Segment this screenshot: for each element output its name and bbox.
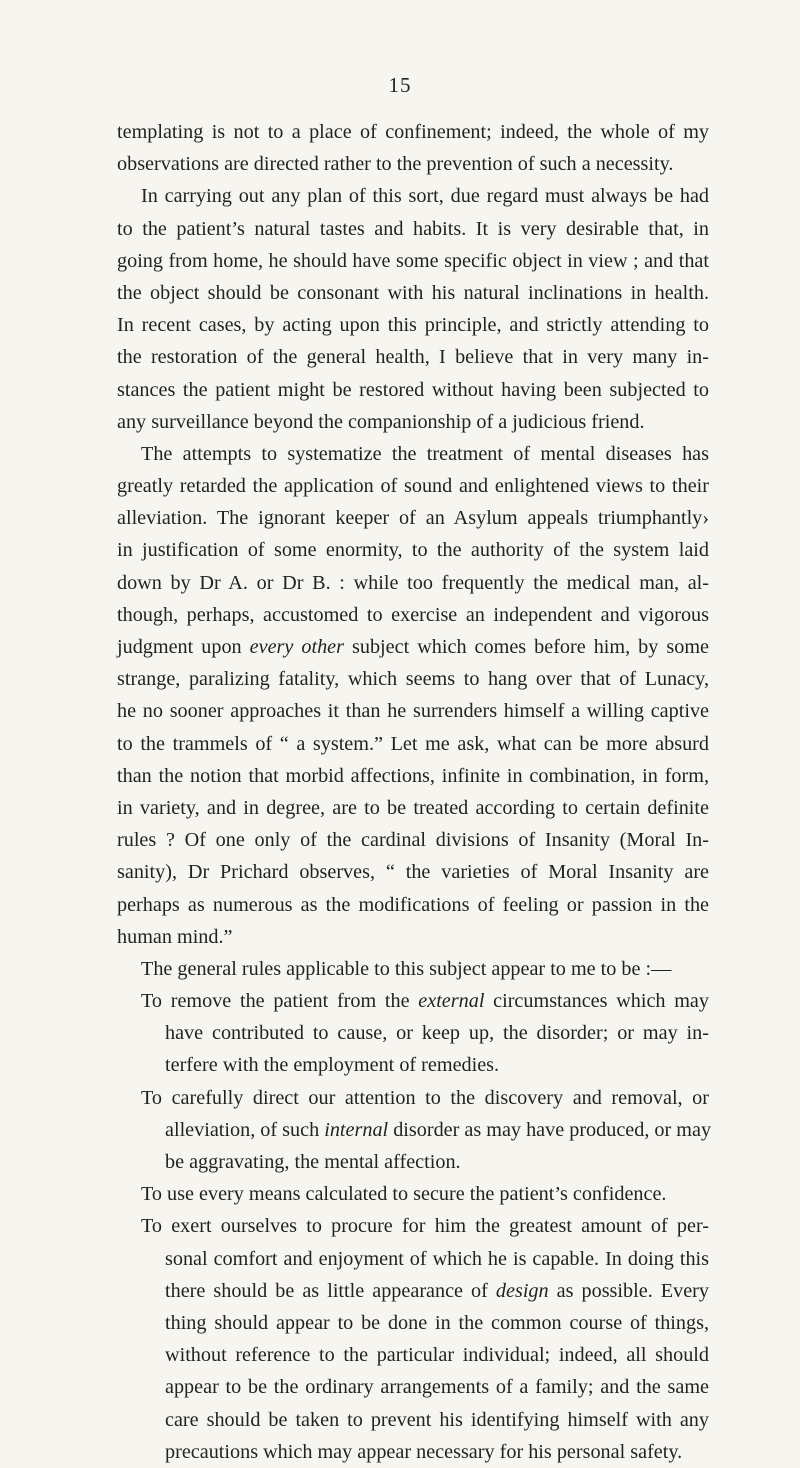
italic-text: external [418,990,485,1013]
italic-text: internal [324,1118,389,1141]
text-line: In recent cases, by acting upon this principle, and strictly attending to [117,314,709,337]
paragraph-continuation [117,116,709,180]
text-line [117,985,709,1017]
text-line: terfere with the employment of remedies. [165,1054,500,1077]
text-run: there should be as little appearance of [165,1279,496,1302]
text-line [117,631,709,663]
text-run: judgment upon [117,636,250,658]
paragraph-travel-plan [117,180,709,438]
text-line: to the trammels of “ a system.” Let me ask, what can be more absurd [117,732,709,755]
text-line: care should be taken to prevent his identifying himself with any [165,1408,709,1431]
text-line: To carefully direct our attention to the discovery and removal, or [141,1086,709,1109]
text-run: alleviation, of such [165,1118,325,1141]
text-run: To remove the patient from the [141,990,419,1013]
text-line: though, perhaps, accustomed to exercise an independent and vigorous [117,603,709,626]
text-line: observations are directed rather to the prevention of such a necessity. [117,153,674,176]
rule-external [117,985,709,1082]
text-run: circumstances which may [484,990,709,1013]
paragraph-systematize [117,438,709,953]
text-line: strange, paralizing fatality, which seems to hang over that of Lunacy, [117,668,709,691]
text-line: stances the patient might be restored without having been subjected to [117,378,709,401]
rule-confidence [117,1178,709,1210]
text-line: without reference to the particular individual; indeed, all should [165,1344,709,1367]
italic-text: design [495,1279,549,1302]
text-line: thing should appear to be done in the common course of things, [165,1311,709,1334]
text-line: templating is not to a place of confinement; indeed, the whole of my [117,121,709,143]
text-line: To use every means calculated to secure the patient’s confidence. [141,1183,667,1206]
paragraph-general-rules [117,953,709,985]
page-number: 15 [388,73,412,97]
text-line: in variety, and in degree, are to be treated according to certain definite [117,796,709,819]
text-line [117,1275,709,1307]
text-run: subject which comes before him, by some [344,636,709,658]
text-line: any surveillance beyond the companionship of a judicious friend. [117,410,645,433]
text-line: be aggravating, the mental affection. [165,1151,461,1173]
text-line: alleviation. The ignorant keeper of an Asylum appeals triumphantly› [117,507,709,530]
text-line: human mind.” [117,925,233,948]
text-line: the object should be consonant with his natural inclinations in health. [117,281,709,304]
text-line: going from home, he should have some specific object in view ; and that [117,249,709,272]
text-line: sonal comfort and enjoyment of which he is capable. In doing this [165,1247,709,1270]
body-text [117,116,712,1468]
text-line: precautions which may appear necessary for his personal safety. [165,1440,683,1463]
text-line: to the patient’s natural tastes and habits. It is very desirable that, in [117,217,709,240]
text-run: as possible. Every [548,1279,709,1302]
text-line: he no sooner approaches it than he surrenders himself a willing captive [117,700,709,723]
text-line: greatly retarded the application of sound and enlightened views to their [117,475,709,498]
text-line: down by Dr A. or Dr B. : while too frequently the medical man, al- [117,571,709,594]
text-line: The attempts to systematize the treatment of mental diseases has [141,442,709,465]
text-run: disorder as may have produced, or may [388,1118,712,1141]
text-line: The general rules applicable to this subject appear to me to be :— [141,957,672,980]
text-line: in justification of some enormity, to the authority of the system laid [117,539,709,562]
text-line: To exert ourselves to procure for him the greatest amount of per- [141,1215,709,1238]
rule-comfort [117,1210,709,1468]
text-line: have contributed to cause, or keep up, the disorder; or may in- [165,1022,709,1045]
italic-text: every other [249,636,344,658]
text-line: appear to be the ordinary arrangements of a family; and the same [165,1376,709,1399]
text-line: the restoration of the general health, I believe that in very many in- [117,346,709,369]
text-line: than the notion that morbid affections, infinite in combination, in form, [117,764,709,787]
text-line: sanity), Dr Prichard observes, “ the varieties of Moral Insanity are [117,861,709,884]
text-line: perhaps as numerous as the modifications of feeling or passion in the [117,893,709,916]
text-line: rules ? Of one only of the cardinal divisions of Insanity (Moral In- [117,829,709,852]
text-line [117,1114,712,1146]
text-line: In carrying out any plan of this sort, due regard must always be had [141,185,709,208]
rule-internal [117,1082,712,1179]
